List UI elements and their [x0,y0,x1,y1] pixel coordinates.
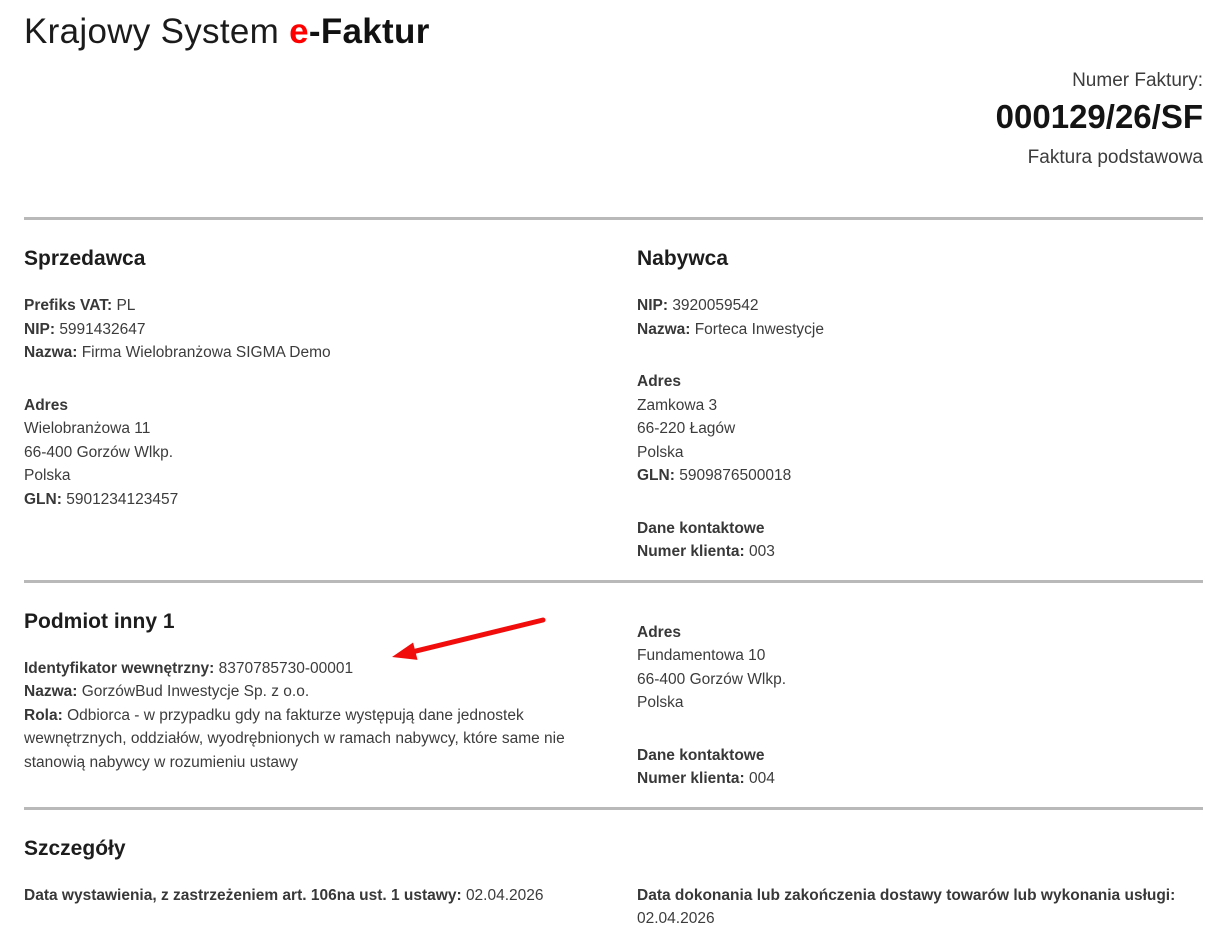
seller-name-value: Firma Wielobranżowa SIGMA Demo [81,344,331,361]
page-title-suffix: -Faktur [308,12,430,51]
buyer-nip-label: NIP: [637,297,668,314]
buyer-client-number-value: 003 [748,543,775,560]
buyer-address-line: Polska [637,443,684,461]
other-party-contact-block [637,744,1203,791]
page-title [24,10,1203,54]
delivery-date-value: 02.04.2026 [637,910,715,927]
section-parties [24,220,1203,580]
other-party-name-label: Nazwa: [24,683,78,700]
invoice-type: Faktura podstawowa [1027,147,1203,168]
buyer-contact-heading: Dane kontaktowe [637,519,765,537]
other-party-address-line: 66-400 Gorzów Wlkp. [637,670,787,688]
seller-name-label: Nazwa: [24,344,78,361]
seller-gln-value: 5901234123457 [66,490,179,508]
other-party-internal-id-value: 8370785730-00001 [218,659,354,677]
buyer-contact-block [637,517,1203,564]
seller-address-heading: Adres [24,396,68,414]
other-party-address-line: Fundamentowa 10 [637,647,766,664]
buyer-client-number-label: Numer klienta: [637,543,745,560]
delivery-date-label: Data dokonania lub zakończenia dostawy towarów lub wykonania usługi: [637,886,1176,904]
seller-address-line: Polska [24,467,71,484]
other-party-client-number-value: 004 [748,770,775,787]
other-party-internal-id-label: Identyfikator wewnętrzny: [24,659,215,677]
buyer-nip-value: 3920059542 [672,297,759,314]
other-party-client-number-label: Numer klienta: [637,770,745,787]
buyer-address-line: Zamkowa 3 [637,396,718,414]
buyer-gln [637,464,1203,488]
buyer-address-heading: Adres [637,373,681,390]
details-dates-row [24,884,1203,931]
seller-address-block [24,394,609,512]
other-party-address-block [637,621,1203,715]
seller-vat-prefix [24,294,609,318]
seller-address-line: 66-400 Gorzów Wlkp. [24,443,174,461]
buyer-name-label: Nazwa: [637,320,691,338]
buyer-client-number [637,540,1203,564]
seller-nip-label: NIP: [24,320,55,338]
seller-heading: Sprzedawca [24,247,146,270]
page-title-accent: e [289,12,309,51]
buyer-address-line: 66-220 Łagów [637,420,736,437]
seller-nip-value: 5991432647 [59,320,146,338]
delivery-date-column [637,884,1203,931]
invoice-meta [24,68,1203,171]
buyer-nip [637,294,1203,318]
other-party-contact-heading: Dane kontaktowe [637,746,765,764]
seller-address-line: Wielobranżowa 11 [24,420,151,437]
details-heading: Szczegóły [24,836,126,860]
buyer-name [637,318,1203,342]
other-party-client-number [637,767,1203,791]
page-title-prefix: Krajowy System [24,12,290,51]
other-party-heading: Podmiot inny 1 [24,609,175,633]
other-party-address-column [637,609,1203,791]
buyer-address-block [637,370,1203,488]
invoice-number: 000129/26/SF [995,98,1203,135]
other-party-name [24,680,609,704]
seller-column [24,246,609,564]
invoice-number-label: Numer Faktury: [1072,70,1203,91]
issue-date-label: Data wystawienia, z zastrzeżeniem art. 106na ust. 1 ustawy: [24,886,462,904]
seller-gln-label: GLN: [24,490,62,508]
seller-gln [24,488,609,512]
other-party-role-label: Rola: [24,706,63,724]
other-party-role-value: Odbiorca - w przypadku gdy na fakturze występują dane jednostek wewnętrznych, oddziałów, wyodrębnionych w ramach nabywcy, które same nie stanowią nabywcy w rozumieniu ustawy [24,706,565,771]
section-other-party [24,583,1203,807]
seller-nip [24,318,609,342]
buyer-gln-label: GLN: [637,467,675,484]
buyer-heading: Nabywca [637,247,729,270]
issue-date [24,884,609,908]
buyer-name-value: Forteca Inwestycje [694,320,824,338]
other-party-address-line: Polska [637,694,684,711]
section-details [24,810,1203,947]
issue-date-column [24,884,609,931]
seller-vat-prefix-label: Prefiks VAT: [24,297,113,314]
seller-name [24,341,609,365]
seller-vat-prefix-value: PL [116,297,136,314]
other-party-address-heading: Adres [637,623,681,641]
other-party-internal-id [24,657,609,681]
delivery-date [637,884,1203,931]
issue-date-value: 02.04.2026 [465,886,544,904]
other-party-role [24,704,609,775]
other-party-name-value: GorzówBud Inwestycje Sp. z o.o. [81,683,310,700]
other-party-column [24,609,609,791]
buyer-column [637,246,1203,564]
buyer-gln-value: 5909876500018 [679,467,792,484]
